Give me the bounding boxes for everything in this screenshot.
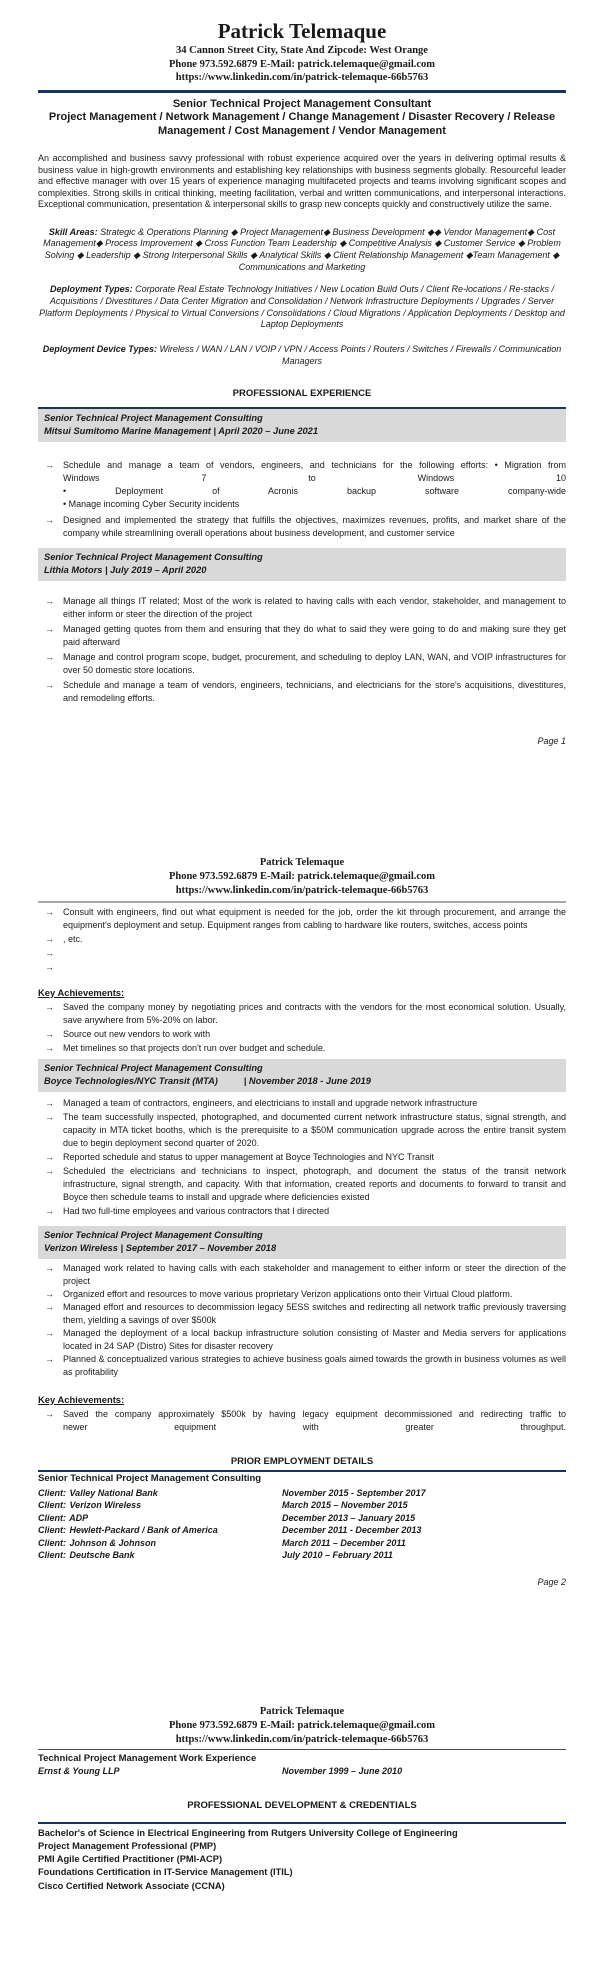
job-role: Senior Technical Project Management Consulting (44, 412, 263, 423)
deployment-types-label: Deployment Types: (49, 284, 133, 295)
client-name: Hewlett-Packard / Bank of America (69, 1525, 218, 1536)
arrow-bullet-icon: → (45, 1327, 54, 1338)
employer-name: Ernst & Young LLP (38, 1765, 120, 1776)
contact-address: 34 Cannon Street City, State And Zipcode: West Orange (176, 45, 428, 56)
employer-dates: November 1999 – June 2010 (282, 1765, 403, 1776)
job-company-dates: Verizon Wireless | September 2017 – November 2018 (44, 1242, 277, 1253)
work-experience-heading: Technical Project Management Work Experience (38, 1752, 257, 1764)
bullet-text: Designed and implemented the strategy that fulfills the objectives, maximizes revenues, profits, and market share of the company while streamlining overall operations about business development, and customer service (63, 514, 566, 538)
bullet-line: Schedule and manage a team of vendors, engineers, and technicians for the following efforts: • Migration from (63, 459, 566, 470)
bullet-line: • Manage incoming Cyber Security incidents (63, 498, 240, 509)
employer-row (38, 1765, 566, 1778)
headline-specialties: Project Management / Network Management / Change Management / Disaster Recovery / Release Management / Cost Management / Vendor Management (48, 111, 556, 137)
page2-header-divider (38, 901, 566, 903)
arrow-bullet-icon: → (45, 933, 54, 944)
bullet-text: Managed getting quotes from them and ensuring that they do what to said they were going to do and making sure they get paid afterward (63, 623, 566, 647)
bullet-item (38, 933, 566, 946)
client-name: Verizon Wireless (69, 1500, 142, 1511)
bullet-item (38, 906, 566, 932)
bullet-item (38, 947, 566, 960)
page-2-footer: Page 2 (537, 1576, 566, 1587)
bullet-text: Managed effort and resources to decommission legacy 5ESS switches and redirecting all network traffic previously traversing them, yielding a savings of over $500k (63, 1301, 566, 1325)
page3-linkedin-link[interactable]: https://www.linkedin.com/in/patrick-telemaque-66b5763 (175, 1733, 429, 1745)
arrow-bullet-icon: → (45, 947, 54, 958)
bullet-text: Manage all things IT related; Most of the work is related to having calls with each vendor, stakeholder, and management to either inform or steer the direction of the project (63, 595, 566, 619)
bullet-line: Windows 7 to Windows 10 (63, 472, 566, 483)
arrow-bullet-icon: → (45, 1408, 54, 1419)
bullet-line: • Deployment of Acronis backup software company-wide (63, 485, 566, 496)
headline-title: Senior Technical Project Management Consultant (172, 97, 432, 110)
job-header-lithia (38, 548, 566, 581)
bullet-item (38, 1151, 566, 1164)
credential-item: Bachelor's of Science in Electrical Engineering from Rutgers University College of Engineering (38, 1827, 458, 1838)
page2-linkedin-link[interactable]: https://www.linkedin.com/in/patrick-telemaque-66b5763 (175, 884, 429, 896)
client-row (38, 1512, 566, 1525)
job-role: Senior Technical Project Management Consulting (44, 551, 263, 562)
arrow-bullet-icon: → (45, 1151, 54, 1162)
page-break-2 (38, 1589, 566, 1705)
client-row (38, 1524, 566, 1537)
bullet-item (38, 1165, 566, 1204)
arrow-bullet-icon: → (45, 595, 54, 606)
bullet-item (38, 651, 566, 677)
header-divider (38, 90, 566, 93)
key-achievements-bullets (38, 1001, 566, 1055)
bullet-text: Planned & conceptualized various strategies to achieve business goals aimed towards the growth in business volumes as well as profitability (63, 1353, 566, 1377)
bullet-text: Saved the company money by negotiating prices and contracts with the vendors for the most economical solution. Usually, save anywhere from 5%-20% on labor. (63, 1001, 566, 1025)
bullet-text: Schedule and manage a team of vendors, engineers, technicians, and electricians for the store's acquisitions, divestitures, and remodeling efforts. (63, 679, 566, 703)
client-row (38, 1487, 566, 1500)
client-name: Valley National Bank (69, 1487, 158, 1498)
arrow-bullet-icon: → (45, 1288, 54, 1299)
bullet-item (38, 1301, 566, 1327)
arrow-bullet-icon: → (45, 459, 54, 470)
arrow-bullet-icon: → (45, 651, 54, 662)
bullet-item (38, 1262, 566, 1288)
arrow-bullet-icon: → (45, 906, 54, 917)
bullet-item (38, 1028, 566, 1041)
arrow-bullet-icon: → (45, 1097, 54, 1108)
bullet-item (38, 1408, 566, 1434)
bullet-text: Organized effort and resources to move various proprietary Verizon applications onto their Virtual Cloud platform. (63, 1288, 513, 1299)
prior-client-list (38, 1487, 566, 1562)
skill-areas-text: Strategic & Operations Planning ◆ Project Management◆ Business Development ◆◆ Vendor Management◆ Cost Management◆ Process Improvement ◆ Cross Function Team Leadership ◆ Competitive Analysis ◆ Customer Service ◆ Problem Solving ◆ Leadership ◆ Strong Interpersonal Skills ◆ Analytical Skills ◆ Client Relationship Management ◆Team Management ◆ Communications and Marketing (43, 226, 561, 272)
contact-linkedin-link[interactable]: https://www.linkedin.com/in/patrick-telemaque-66b5763 (175, 72, 429, 83)
arrow-bullet-icon: → (45, 1001, 54, 1012)
mitsui-bullets (38, 459, 566, 540)
arrow-bullet-icon: → (45, 1165, 54, 1176)
bullet-line: newer equipment with greater throughput. (63, 1421, 566, 1432)
key-achievements-heading: Key Achievements: (38, 1393, 125, 1405)
bullet-text: Reported schedule and status to upper management at Boyce Technologies and NYC Transit (63, 1151, 435, 1162)
bullet-text: Source out new vendors to work with (63, 1028, 211, 1039)
bullet-text: Had two full-time employees and various contractors that I directed (63, 1205, 330, 1216)
credential-item: Foundations Certification in IT-Service Management (ITIL) (38, 1867, 293, 1878)
client-name: ADP (69, 1512, 89, 1523)
section-heading-credentials: PROFESSIONAL DEVELOPMENT & CREDENTIALS (187, 1799, 417, 1811)
boyce-bullets (38, 1097, 566, 1218)
bullet-text: The team successfully inspected, photographed, and documented current network infrastructure status, signal strength, and capacity in MTA ticket booths, which is the prerequisite to a $50M communication upgrade across the entire transit system due to begin deployment second quarter of 2020. (63, 1111, 566, 1148)
client-dates: July 2010 – February 2011 (282, 1550, 393, 1561)
page3-name: Patrick Telemaque (259, 1705, 345, 1717)
bullet-item (38, 1288, 566, 1301)
deployment-device-types-text: Wireless / WAN / LAN / VOIP / VPN / Access Points / Routers / Switches / Firewalls / Communication Managers (157, 344, 562, 366)
client-dates: November 2015 - September 2017 (282, 1487, 426, 1498)
page3-header-divider (38, 1749, 566, 1750)
arrow-bullet-icon: → (45, 1301, 54, 1312)
bullet-item (38, 595, 566, 621)
lithia-bullets (38, 595, 566, 705)
client-row (38, 1549, 566, 1562)
bullet-text: Managed a team of contractors, engineers, and electricians to install and upgrade network infrastructure (63, 1097, 478, 1108)
credentials-divider (38, 1822, 566, 1824)
deployment-types-text: Corporate Real Estate Technology Initiatives / New Location Build Outs / Client Re-locations / Re-stacks / Acquisitions / Divestitures / Data Center Migration and Consolidation / Network Infrastructure Deployments / Upgrades / Server Platform Deployments / Physical to Virtual Conversions / Consolidations / Cloud Migrations / Application Deployments / Desktop and Laptop Deployments (39, 284, 565, 330)
client-name: Johnson & Johnson (69, 1537, 157, 1548)
bullet-item (38, 961, 566, 974)
page-2 (38, 856, 566, 1589)
skill-areas-label: Skill Areas: (48, 226, 98, 237)
page3-phone-email: Phone 973.592.6879 E-Mail: patrick.telemaque@gmail.com (168, 1719, 436, 1731)
arrow-bullet-icon: → (45, 1262, 54, 1273)
contact-phone-email: Phone 973.592.6879 E-Mail: patrick.telemaque@gmail.com (168, 58, 436, 70)
bullet-item (38, 1042, 566, 1055)
bullet-text: Scheduled the electricians and technicians to inspect, photograph, and document the status of the transit network infrastructure, signal strength, and capacity. With that information, created reports and documents to forward to transit and Boyce then schedule teams to install and upgrade where deficiencies existed (63, 1165, 566, 1202)
bullet-text: Met timelines so that projects don't run over budget and schedule. (63, 1042, 326, 1053)
client-label: Client: (38, 1537, 66, 1548)
arrow-bullet-icon: → (45, 1353, 54, 1364)
page-1-footer: Page 1 (537, 735, 566, 746)
job-company-dates: Boyce Technologies/NYC Transit (MTA) | November 2018 - June 2019 (44, 1075, 371, 1086)
bullet-item (38, 1353, 566, 1379)
section-heading-prior-employment: PRIOR EMPLOYMENT DETAILS (230, 1455, 374, 1467)
bullet-line: Saved the company approximately $500k by having legacy equipment decommissioned and redirecting traffic to (63, 1408, 566, 1419)
bullet-text (63, 1408, 566, 1434)
section-heading-professional-experience: PROFESSIONAL EXPERIENCE (232, 387, 372, 399)
bullet-item (38, 1001, 566, 1027)
client-row (38, 1537, 566, 1550)
arrow-bullet-icon: → (45, 961, 54, 972)
client-row (38, 1499, 566, 1512)
deployment-device-types (38, 344, 566, 367)
client-label: Client: (38, 1525, 66, 1536)
deployment-types (38, 284, 566, 331)
summary-paragraph: An accomplished and business savvy professional with robust experience acquired over the years in delivering optimal results & business value in high-growth environments and establishing key relationships with business segments globally. Resourceful leader and effective manager with over 15 years of experience managing multifaceted projects and teams involving significant scopes and complexities. Strong skills in critical thinking, meeting facilitation, verbal and written communications, and interpersonal interactions. Exceptional communication, presentation & interpersonal skills to grasp new concepts quickly and constructively utilize the same. (38, 153, 566, 209)
bullet-text (63, 459, 566, 511)
bullet-item (38, 1205, 566, 1218)
bullet-text: Consult with engineers, find out what equipment is needed for the job, order the kit through procurement, and arrange the equipment's deployment and setup. Equipment ranges from cabling to hardware like routers, switches, access points (63, 906, 566, 930)
page-1 (38, 0, 566, 748)
job-header-boyce (38, 1059, 566, 1092)
key-achievements-heading: Key Achievements: (38, 986, 125, 998)
job-role: Senior Technical Project Management Consulting (44, 1229, 263, 1240)
bullet-text: Managed the deployment of a local backup infrastructure solution consisting of Master and Media servers for applications located in 24 SAP (Distro) Sites for disaster recovery (63, 1327, 566, 1351)
bullet-text (63, 961, 566, 974)
job-company-dates: Lithia Motors | July 2019 – April 2020 (44, 564, 207, 575)
lithia-continuation-bullets (38, 906, 566, 974)
bullet-text: Managed work related to having calls with each stakeholder and management to either inform or steer the direction of the project (63, 1262, 566, 1286)
bullet-text (63, 947, 566, 960)
arrow-bullet-icon: → (45, 1111, 54, 1122)
job-header-verizon (38, 1226, 566, 1259)
client-name: Deutsche Bank (69, 1550, 135, 1561)
client-label: Client: (38, 1550, 66, 1561)
credential-item: Cisco Certified Network Associate (CCNA) (38, 1880, 225, 1891)
job-header-mitsui (38, 407, 566, 442)
arrow-bullet-icon: → (45, 1028, 54, 1039)
page-3 (38, 1705, 566, 1893)
client-dates: March 2011 – December 2011 (282, 1537, 406, 1548)
client-label: Client: (38, 1512, 66, 1523)
page2-name: Patrick Telemaque (259, 856, 345, 868)
key-achievements2-bullets (38, 1408, 566, 1434)
bullet-item (38, 623, 566, 649)
arrow-bullet-icon: → (45, 623, 54, 634)
arrow-bullet-icon: → (45, 679, 54, 690)
verizon-bullets (38, 1262, 566, 1379)
client-label: Client: (38, 1487, 66, 1498)
arrow-bullet-icon: → (45, 514, 54, 525)
arrow-bullet-icon: → (45, 1205, 54, 1216)
client-label: Client: (38, 1500, 66, 1511)
bullet-item (38, 514, 566, 540)
client-dates: December 2013 – January 2015 (282, 1512, 416, 1523)
page2-phone-email: Phone 973.592.6879 E-Mail: patrick.telemaque@gmail.com (168, 870, 436, 882)
credentials-list (38, 1827, 566, 1893)
credential-item: PMI Agile Certified Practitioner (PMI-ACP) (38, 1854, 223, 1865)
credential-item: Project Management Professional (PMP) (38, 1840, 217, 1851)
prior-role: Senior Technical Project Management Consulting (38, 1472, 262, 1484)
bullet-text: Manage and control program scope, budget, procurement, and scheduling to deploy LAN, WAN, and VOIP infrastructures for over 50 domestic store locations. (63, 651, 566, 675)
bullet-item (38, 679, 566, 705)
client-dates: March 2015 – November 2015 (282, 1500, 408, 1511)
job-company-dates: Mitsui Sumitomo Marine Management | April 2020 – June 2021 (44, 425, 319, 436)
page-break-1 (38, 748, 566, 856)
job-role: Senior Technical Project Management Consulting (44, 1062, 263, 1073)
bullet-item (38, 1111, 566, 1150)
bullet-item (38, 1097, 566, 1110)
client-dates: December 2011 - December 2013 (282, 1525, 422, 1536)
skill-areas (38, 227, 566, 274)
deployment-device-types-label: Deployment Device Types: (42, 344, 157, 355)
bullet-item (38, 1327, 566, 1353)
bullet-text: , etc. (63, 933, 83, 944)
resume-name: Patrick Telemaque (217, 19, 387, 43)
bullet-item (38, 459, 566, 511)
arrow-bullet-icon: → (45, 1042, 54, 1053)
